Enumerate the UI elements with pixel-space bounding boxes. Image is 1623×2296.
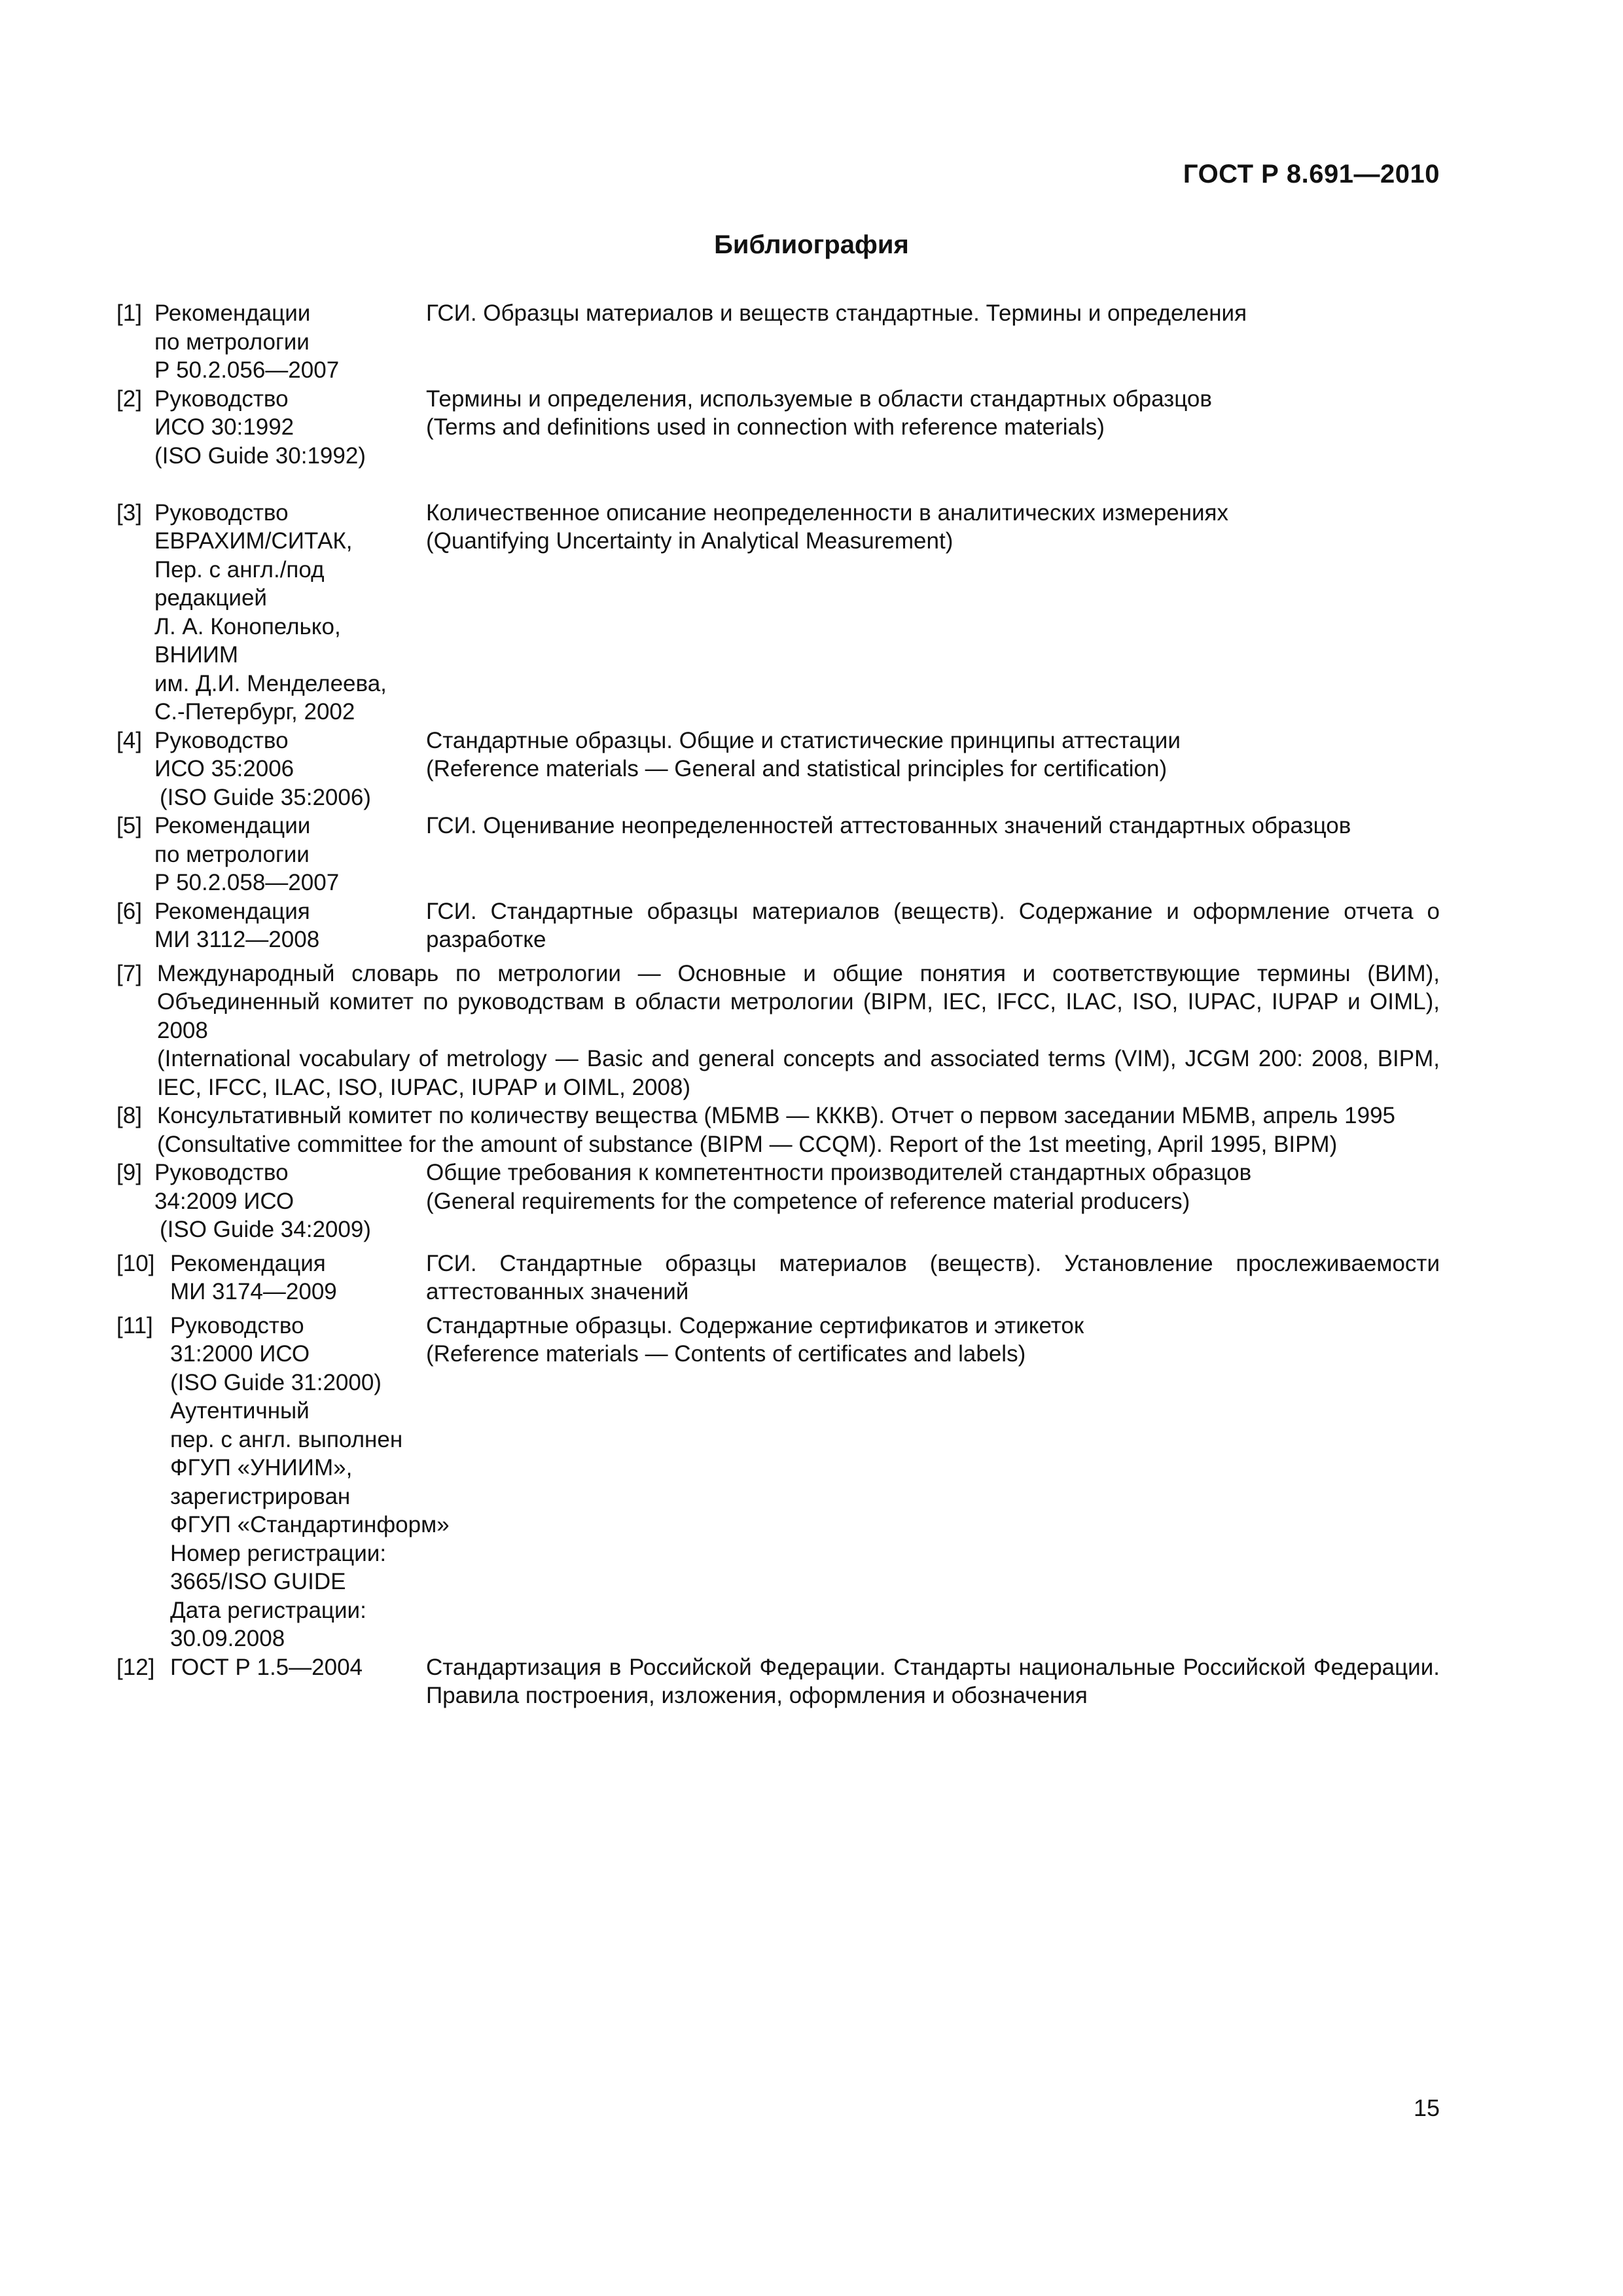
source-line: 34:2009 ИСО xyxy=(154,1188,294,1214)
entry-source xyxy=(116,1312,450,1653)
entry-number: [11] xyxy=(116,1312,153,1338)
source-line: ФГУП «Стандартинформ» xyxy=(170,1512,450,1537)
entry-source xyxy=(116,812,429,897)
entry-number: [5] xyxy=(116,813,142,838)
description-line: (Quantifying Uncertainty in Analytical Measurement) xyxy=(426,528,954,554)
source-line: по метрологии xyxy=(154,841,310,867)
source-line: Рекомендации xyxy=(154,300,311,326)
description-line: ГСИ. Стандартные образцы материалов (веществ). Содержание и оформление отчета о разработке xyxy=(426,898,1440,952)
bibliography-entry xyxy=(116,1653,1440,1708)
entry-number: [10] xyxy=(116,1250,155,1276)
source-line: Руководство xyxy=(170,1312,304,1338)
source-line: Руководство xyxy=(154,727,289,753)
entry-number: [3] xyxy=(116,499,142,526)
description-line: ГСИ. Оценивание неопределенностей аттестованных значений стандартных образцов xyxy=(426,813,1351,838)
source-line: Рекомендация xyxy=(154,898,310,924)
source-line: ГОСТ Р 1.5—2004 xyxy=(170,1654,363,1680)
source-line: пер. с англ. выполнен xyxy=(170,1426,403,1452)
entry-number: [7] xyxy=(116,960,142,986)
source-line: Руководство xyxy=(154,1160,289,1185)
entry-source xyxy=(116,1158,429,1244)
description-line: (General requirements for the competence of reference material producers) xyxy=(426,1188,1190,1214)
description-line: (Reference materials — Contents of certificates and labels) xyxy=(426,1341,1026,1367)
source-line: Руководство xyxy=(154,499,289,526)
source-line: Рекомендация xyxy=(170,1250,326,1276)
source-line: (ISO Guide 34:2009) xyxy=(160,1217,371,1242)
bibliography-entry xyxy=(116,960,1440,1102)
page-title: Библиография xyxy=(714,230,909,259)
entry-source xyxy=(116,499,429,726)
description-line: (Reference materials — General and statistical principles for certification) xyxy=(426,756,1168,781)
source-line: им. Д.И. Менделеева, xyxy=(154,670,387,696)
bibliography-entry xyxy=(116,385,1440,471)
bibliography-entry xyxy=(116,897,1440,954)
entry-number: [8] xyxy=(116,1103,142,1128)
description-line: ГСИ. Образцы материалов и веществ стандартные. Термины и определения xyxy=(426,300,1247,326)
entry-description xyxy=(426,1312,1440,1369)
source-line: ИСО 35:2006 xyxy=(154,756,294,781)
bibliography-entry xyxy=(116,299,1440,385)
entry-description xyxy=(426,385,1440,442)
bibliography-list xyxy=(116,299,1440,1708)
description-line: ГСИ. Стандартные образцы материалов (веществ). Установление прослеживаемости аттестованных значений xyxy=(426,1250,1440,1304)
source-line: (ISO Guide 35:2006) xyxy=(160,784,371,810)
bibliography-entry xyxy=(116,812,1440,897)
entry-source xyxy=(116,385,429,471)
entry-description xyxy=(426,499,1440,556)
entry-description xyxy=(426,897,1440,954)
entry-full-text xyxy=(116,1102,1440,1158)
source-line: Р 50.2.058—2007 xyxy=(154,870,340,895)
source-line: (ISO Guide 30:1992) xyxy=(154,442,366,469)
source-line: Руководство xyxy=(154,386,289,412)
source-line: МИ 3112—2008 xyxy=(154,927,320,952)
source-line: Р 50.2.056—2007 xyxy=(154,357,340,383)
source-line: Аутентичный xyxy=(170,1398,310,1424)
document-code: ГОСТ Р 8.691—2010 xyxy=(1183,160,1440,188)
bibliography-entry xyxy=(116,1158,1440,1244)
entry-description xyxy=(426,726,1440,783)
entry-number: [9] xyxy=(116,1160,142,1185)
bibliography-entry xyxy=(116,499,1440,726)
entry-description xyxy=(426,812,1440,840)
entry-source xyxy=(116,726,429,812)
entry-number: [12] xyxy=(116,1654,155,1680)
full-text-paragraph: Международный словарь по метрологии — Основные и общие понятия и соответствующие термины (ВИМ), Объединенный комитет по руководствам в области метрологии (BIPM, IEC, IFCC, ILAC, ISO, IUPAC, IUPAP и OIML), 2008 xyxy=(157,960,1440,1043)
description-line: Стандартизация в Российской Федерации. Стандарты национальные Российской Федерации. Правила построения, изложения, оформления и обозначения xyxy=(426,1654,1440,1708)
source-line: ФГУП «УНИИМ», xyxy=(170,1455,353,1480)
full-text-paragraph: (International vocabulary of metrology — Basic and general concepts and associated terms (VIM), JCGM 200: 2008, BIPM, IEC, IFCC, ILAC, ISO, IUPAC, IUPAP и OIML, 2008) xyxy=(157,1046,1440,1100)
source-line: ИСО 30:1992 xyxy=(154,414,294,440)
entry-number: [2] xyxy=(116,386,142,412)
source-line: Дата регистрации: xyxy=(170,1597,366,1623)
bibliography-entry xyxy=(116,1249,1440,1306)
source-line: Пер. с англ./под xyxy=(154,556,325,583)
source-line: Рекомендации xyxy=(154,813,311,838)
entry-source xyxy=(116,897,429,954)
entry-source xyxy=(116,1249,445,1306)
entry-number: [1] xyxy=(116,300,142,326)
bibliography-entry xyxy=(116,726,1440,812)
bibliography-entry xyxy=(116,1312,1440,1653)
description-line: Стандартные образцы. Содержание сертификатов и этикеток xyxy=(426,1312,1084,1338)
entry-source xyxy=(116,1653,445,1682)
entry-number: [4] xyxy=(116,727,142,753)
entry-full-text xyxy=(116,960,1440,1102)
description-line: (Terms and definitions used in connection with reference materials) xyxy=(426,414,1105,440)
full-text-paragraph: Консультативный комитет по количеству вещества (МБМВ — КККВ). Отчет о первом заседании МБМВ, апрель 1995 xyxy=(157,1103,1395,1128)
full-text-paragraph: (Consultative committee for the amount of substance (BIPM — CCQM). Report of the 1st meeting, April 1995, BIPM) xyxy=(157,1131,1338,1157)
source-line: 30.09.2008 xyxy=(170,1626,285,1651)
source-line: Номер регистрации: xyxy=(170,1540,387,1566)
source-line: С.-Петербург, 2002 xyxy=(154,699,355,725)
source-line: 31:2000 ИСО xyxy=(170,1341,310,1367)
entry-description xyxy=(426,299,1440,328)
entry-description xyxy=(426,1158,1440,1215)
entry-description xyxy=(426,1249,1440,1306)
source-line: 3665/ISO GUIDE xyxy=(170,1569,346,1594)
description-line: Общие требования к компетентности производителей стандартных образцов xyxy=(426,1160,1252,1185)
source-line: редакцией xyxy=(154,585,267,611)
source-line: зарегистрирован xyxy=(170,1483,351,1509)
description-line: Количественное описание неопределенности в аналитических измерениях xyxy=(426,499,1228,526)
bibliography-entry xyxy=(116,1102,1440,1158)
entry-description xyxy=(426,1653,1440,1710)
entry-number: [6] xyxy=(116,898,142,924)
source-line: Л. А. Конопелько, xyxy=(154,613,341,639)
source-line: ЕВРАХИМ/СИТАК, xyxy=(154,528,353,554)
page-number: 15 xyxy=(1413,2094,1440,2121)
source-line: по метрологии xyxy=(154,329,310,355)
description-line: Стандартные образцы. Общие и статистические принципы аттестации xyxy=(426,727,1181,753)
description-line: Термины и определения, используемые в области стандартных образцов xyxy=(426,386,1212,412)
source-line: МИ 3174—2009 xyxy=(170,1279,337,1304)
source-line: (ISO Guide 31:2000) xyxy=(170,1369,382,1395)
entry-source xyxy=(116,299,429,385)
source-line: ВНИИМ xyxy=(154,642,239,668)
